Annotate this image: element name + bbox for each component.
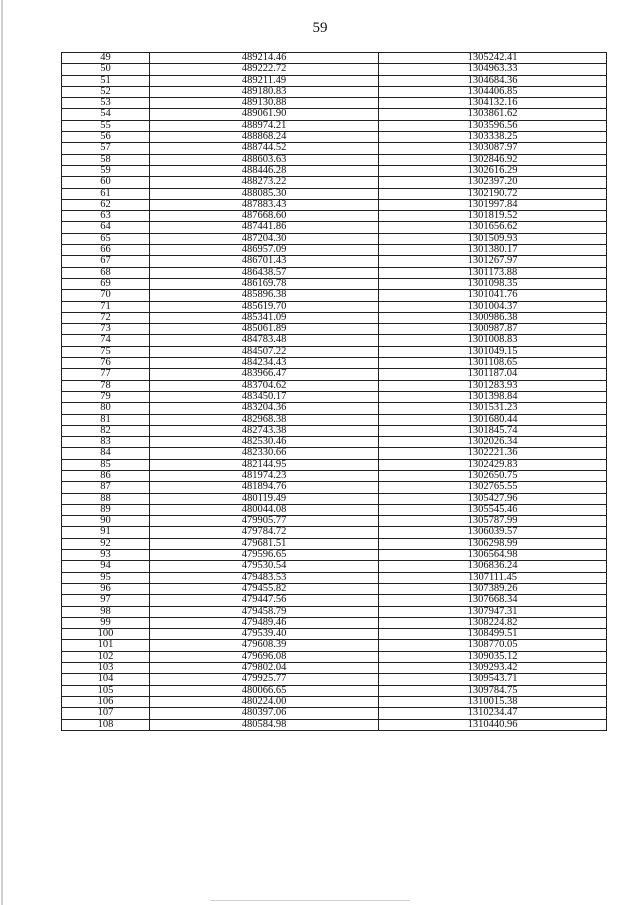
point-number-cell: 68	[62, 267, 150, 278]
y-coordinate-cell: 1301656.62	[379, 222, 607, 233]
point-number-cell: 83	[62, 437, 150, 448]
point-number-cell: 104	[62, 674, 150, 685]
y-coordinate-cell: 1310440.96	[379, 719, 607, 730]
x-coordinate-cell: 480044.08	[150, 504, 379, 515]
y-coordinate-cell: 1304406.85	[379, 86, 607, 97]
x-coordinate-cell: 489180.83	[150, 86, 379, 97]
table-row	[62, 278, 607, 289]
y-coordinate-cell: 1301845.74	[379, 425, 607, 436]
table-row	[62, 482, 607, 493]
table-row	[62, 188, 607, 199]
x-coordinate-cell: 488085.30	[150, 188, 379, 199]
table-row	[62, 595, 607, 606]
y-coordinate-cell: 1301819.52	[379, 211, 607, 222]
y-coordinate-cell: 1306836.24	[379, 561, 607, 572]
table-row	[62, 75, 607, 86]
point-number-cell: 77	[62, 369, 150, 380]
y-coordinate-cell: 1301531.23	[379, 403, 607, 414]
table-row	[62, 470, 607, 481]
x-coordinate-cell: 479539.40	[150, 629, 379, 640]
point-number-cell: 73	[62, 324, 150, 335]
table-row	[62, 98, 607, 109]
x-coordinate-cell: 485061.89	[150, 324, 379, 335]
point-number-cell: 72	[62, 312, 150, 323]
page-edge-shadow	[1, 0, 3, 905]
table-row	[62, 674, 607, 685]
point-number-cell: 49	[62, 53, 150, 64]
y-coordinate-cell: 1303087.97	[379, 143, 607, 154]
table-row	[62, 696, 607, 707]
x-coordinate-cell: 487883.43	[150, 199, 379, 210]
table-row	[62, 516, 607, 527]
point-number-cell: 70	[62, 290, 150, 301]
table-row	[62, 685, 607, 696]
y-coordinate-cell: 1301004.37	[379, 301, 607, 312]
x-coordinate-cell: 479802.04	[150, 663, 379, 674]
point-number-cell: 96	[62, 583, 150, 594]
point-number-cell: 75	[62, 346, 150, 357]
x-coordinate-cell: 479596.65	[150, 550, 379, 561]
table-row	[62, 527, 607, 538]
point-number-cell: 67	[62, 256, 150, 267]
table-row	[62, 256, 607, 267]
x-coordinate-cell: 479489.46	[150, 617, 379, 628]
x-coordinate-cell: 488273.22	[150, 177, 379, 188]
table-row	[62, 64, 607, 75]
point-number-cell: 98	[62, 606, 150, 617]
point-number-cell: 91	[62, 527, 150, 538]
point-number-cell: 58	[62, 154, 150, 165]
table-row	[62, 651, 607, 662]
table-row	[62, 335, 607, 346]
x-coordinate-cell: 479681.51	[150, 538, 379, 549]
x-coordinate-cell: 479784.72	[150, 527, 379, 538]
y-coordinate-cell: 1301173.88	[379, 267, 607, 278]
point-number-cell: 105	[62, 685, 150, 696]
point-number-cell: 103	[62, 663, 150, 674]
point-number-cell: 76	[62, 358, 150, 369]
x-coordinate-cell: 489130.88	[150, 98, 379, 109]
point-number-cell: 71	[62, 301, 150, 312]
point-number-cell: 65	[62, 233, 150, 244]
y-coordinate-cell: 1310234.47	[379, 708, 607, 719]
scan-bottom-line	[210, 900, 410, 901]
x-coordinate-cell: 481974.23	[150, 470, 379, 481]
y-coordinate-cell: 1309035.12	[379, 651, 607, 662]
point-number-cell: 61	[62, 188, 150, 199]
x-coordinate-cell: 482330.66	[150, 448, 379, 459]
x-coordinate-cell: 482144.95	[150, 459, 379, 470]
y-coordinate-cell: 1301380.17	[379, 245, 607, 256]
point-number-cell: 81	[62, 414, 150, 425]
x-coordinate-cell: 487441.86	[150, 222, 379, 233]
point-number-cell: 57	[62, 143, 150, 154]
table-row	[62, 358, 607, 369]
x-coordinate-cell: 480397.06	[150, 708, 379, 719]
table-row	[62, 459, 607, 470]
y-coordinate-cell: 1303861.62	[379, 109, 607, 120]
x-coordinate-cell: 483204.36	[150, 403, 379, 414]
x-coordinate-cell: 483450.17	[150, 391, 379, 402]
x-coordinate-cell: 479447.56	[150, 595, 379, 606]
x-coordinate-cell: 489211.49	[150, 75, 379, 86]
table-row	[62, 380, 607, 391]
table-row	[62, 583, 607, 594]
y-coordinate-cell: 1307111.45	[379, 572, 607, 583]
y-coordinate-cell: 1306298.99	[379, 538, 607, 549]
point-number-cell: 82	[62, 425, 150, 436]
point-number-cell: 53	[62, 98, 150, 109]
y-coordinate-cell: 1305787.99	[379, 516, 607, 527]
table-row	[62, 369, 607, 380]
table-row	[62, 391, 607, 402]
x-coordinate-cell: 488868.24	[150, 132, 379, 143]
x-coordinate-cell: 485896.38	[150, 290, 379, 301]
x-coordinate-cell: 480119.49	[150, 493, 379, 504]
y-coordinate-cell: 1303596.56	[379, 120, 607, 131]
y-coordinate-cell: 1302397.20	[379, 177, 607, 188]
y-coordinate-cell: 1308499.51	[379, 629, 607, 640]
y-coordinate-cell: 1304684.36	[379, 75, 607, 86]
x-coordinate-cell: 479905.77	[150, 516, 379, 527]
y-coordinate-cell: 1300986.38	[379, 312, 607, 323]
table-row	[62, 222, 607, 233]
y-coordinate-cell: 1306039.57	[379, 527, 607, 538]
table-row	[62, 606, 607, 617]
table-row	[62, 493, 607, 504]
point-number-cell: 50	[62, 64, 150, 75]
point-number-cell: 55	[62, 120, 150, 131]
y-coordinate-cell: 1301098.35	[379, 278, 607, 289]
table-row	[62, 425, 607, 436]
table-row	[62, 312, 607, 323]
table-row	[62, 199, 607, 210]
table-row	[62, 53, 607, 64]
point-number-cell: 97	[62, 595, 150, 606]
x-coordinate-cell: 489061.90	[150, 109, 379, 120]
y-coordinate-cell: 1301509.93	[379, 233, 607, 244]
y-coordinate-cell: 1305545.46	[379, 504, 607, 515]
point-number-cell: 80	[62, 403, 150, 414]
point-number-cell: 108	[62, 719, 150, 730]
y-coordinate-cell: 1302026.34	[379, 437, 607, 448]
x-coordinate-cell: 488744.52	[150, 143, 379, 154]
table-row	[62, 448, 607, 459]
point-number-cell: 107	[62, 708, 150, 719]
table-row	[62, 290, 607, 301]
point-number-cell: 84	[62, 448, 150, 459]
point-number-cell: 89	[62, 504, 150, 515]
table-row	[62, 154, 607, 165]
x-coordinate-cell: 479696.08	[150, 651, 379, 662]
x-coordinate-cell: 479483.53	[150, 572, 379, 583]
x-coordinate-cell: 485341.09	[150, 312, 379, 323]
coordinates-table-body	[62, 53, 607, 731]
y-coordinate-cell: 1305427.96	[379, 493, 607, 504]
y-coordinate-cell: 1301398.84	[379, 391, 607, 402]
point-number-cell: 101	[62, 640, 150, 651]
table-row	[62, 267, 607, 278]
y-coordinate-cell: 1301680.44	[379, 414, 607, 425]
y-coordinate-cell: 1306564.98	[379, 550, 607, 561]
point-number-cell: 94	[62, 561, 150, 572]
table-row	[62, 708, 607, 719]
point-number-cell: 79	[62, 391, 150, 402]
y-coordinate-cell: 1302429.83	[379, 459, 607, 470]
y-coordinate-cell: 1309293.42	[379, 663, 607, 674]
x-coordinate-cell: 479458.79	[150, 606, 379, 617]
x-coordinate-cell: 486169.78	[150, 278, 379, 289]
x-coordinate-cell: 481894.76	[150, 482, 379, 493]
x-coordinate-cell: 484783.48	[150, 335, 379, 346]
x-coordinate-cell: 483704.62	[150, 380, 379, 391]
x-coordinate-cell: 486438.57	[150, 267, 379, 278]
x-coordinate-cell: 488974.21	[150, 120, 379, 131]
point-number-cell: 102	[62, 651, 150, 662]
y-coordinate-cell: 1301049.15	[379, 346, 607, 357]
x-coordinate-cell: 486701.43	[150, 256, 379, 267]
y-coordinate-cell: 1305242.41	[379, 53, 607, 64]
table-row	[62, 86, 607, 97]
point-number-cell: 88	[62, 493, 150, 504]
table-row	[62, 629, 607, 640]
table-row	[62, 177, 607, 188]
table-row	[62, 617, 607, 628]
point-number-cell: 59	[62, 165, 150, 176]
table-row	[62, 719, 607, 730]
table-row	[62, 109, 607, 120]
point-number-cell: 51	[62, 75, 150, 86]
y-coordinate-cell: 1303338.25	[379, 132, 607, 143]
table-row	[62, 346, 607, 357]
x-coordinate-cell: 488446.28	[150, 165, 379, 176]
x-coordinate-cell: 487668.60	[150, 211, 379, 222]
x-coordinate-cell: 487204.30	[150, 233, 379, 244]
point-number-cell: 86	[62, 470, 150, 481]
point-number-cell: 74	[62, 335, 150, 346]
table-row	[62, 437, 607, 448]
table-row	[62, 143, 607, 154]
x-coordinate-cell: 480584.98	[150, 719, 379, 730]
table-row	[62, 233, 607, 244]
y-coordinate-cell: 1302846.92	[379, 154, 607, 165]
y-coordinate-cell: 1304963.33	[379, 64, 607, 75]
table-row	[62, 165, 607, 176]
point-number-cell: 66	[62, 245, 150, 256]
y-coordinate-cell: 1308770.05	[379, 640, 607, 651]
table-row	[62, 640, 607, 651]
y-coordinate-cell: 1308224.82	[379, 617, 607, 628]
y-coordinate-cell: 1307389.26	[379, 583, 607, 594]
point-number-cell: 95	[62, 572, 150, 583]
y-coordinate-cell: 1302650.75	[379, 470, 607, 481]
point-number-cell: 56	[62, 132, 150, 143]
page-number: 59	[312, 20, 328, 36]
y-coordinate-cell: 1301283.93	[379, 380, 607, 391]
y-coordinate-cell: 1301997.84	[379, 199, 607, 210]
table-row	[62, 245, 607, 256]
x-coordinate-cell: 485619.70	[150, 301, 379, 312]
table-row	[62, 301, 607, 312]
point-number-cell: 106	[62, 696, 150, 707]
table-row	[62, 561, 607, 572]
x-coordinate-cell: 480066.65	[150, 685, 379, 696]
x-coordinate-cell: 489222.72	[150, 64, 379, 75]
x-coordinate-cell: 479455.82	[150, 583, 379, 594]
table-row	[62, 403, 607, 414]
table-row	[62, 132, 607, 143]
y-coordinate-cell: 1300987.87	[379, 324, 607, 335]
x-coordinate-cell: 486957.09	[150, 245, 379, 256]
point-number-cell: 93	[62, 550, 150, 561]
point-number-cell: 85	[62, 459, 150, 470]
y-coordinate-cell: 1301187.04	[379, 369, 607, 380]
x-coordinate-cell: 484234.43	[150, 358, 379, 369]
point-number-cell: 78	[62, 380, 150, 391]
x-coordinate-cell: 483966.47	[150, 369, 379, 380]
y-coordinate-cell: 1301008.83	[379, 335, 607, 346]
table-row	[62, 120, 607, 131]
y-coordinate-cell: 1302616.29	[379, 165, 607, 176]
table-row	[62, 550, 607, 561]
table-row	[62, 324, 607, 335]
x-coordinate-cell: 482968.38	[150, 414, 379, 425]
y-coordinate-cell: 1302765.55	[379, 482, 607, 493]
y-coordinate-cell: 1309543.71	[379, 674, 607, 685]
y-coordinate-cell: 1307668.34	[379, 595, 607, 606]
table-row	[62, 572, 607, 583]
point-number-cell: 92	[62, 538, 150, 549]
y-coordinate-cell: 1309784.75	[379, 685, 607, 696]
x-coordinate-cell: 479530.54	[150, 561, 379, 572]
x-coordinate-cell: 482743.38	[150, 425, 379, 436]
x-coordinate-cell: 484507.22	[150, 346, 379, 357]
y-coordinate-cell: 1304132.16	[379, 98, 607, 109]
point-number-cell: 99	[62, 617, 150, 628]
table-row	[62, 663, 607, 674]
table-row	[62, 414, 607, 425]
x-coordinate-cell: 489214.46	[150, 53, 379, 64]
point-number-cell: 63	[62, 211, 150, 222]
point-number-cell: 64	[62, 222, 150, 233]
x-coordinate-cell: 482530.46	[150, 437, 379, 448]
table-row	[62, 504, 607, 515]
x-coordinate-cell: 479608.39	[150, 640, 379, 651]
x-coordinate-cell: 488603.63	[150, 154, 379, 165]
point-number-cell: 62	[62, 199, 150, 210]
y-coordinate-cell: 1310015.38	[379, 696, 607, 707]
y-coordinate-cell: 1302221.36	[379, 448, 607, 459]
y-coordinate-cell: 1301041.76	[379, 290, 607, 301]
x-coordinate-cell: 480224.00	[150, 696, 379, 707]
point-number-cell: 54	[62, 109, 150, 120]
y-coordinate-cell: 1301108.65	[379, 358, 607, 369]
point-number-cell: 100	[62, 629, 150, 640]
point-number-cell: 60	[62, 177, 150, 188]
y-coordinate-cell: 1307947.31	[379, 606, 607, 617]
point-number-cell: 90	[62, 516, 150, 527]
y-coordinate-cell: 1301267.97	[379, 256, 607, 267]
table-row	[62, 538, 607, 549]
y-coordinate-cell: 1302190.72	[379, 188, 607, 199]
coordinates-table	[61, 52, 607, 731]
point-number-cell: 69	[62, 278, 150, 289]
point-number-cell: 87	[62, 482, 150, 493]
point-number-cell: 52	[62, 86, 150, 97]
table-row	[62, 211, 607, 222]
x-coordinate-cell: 479925.77	[150, 674, 379, 685]
